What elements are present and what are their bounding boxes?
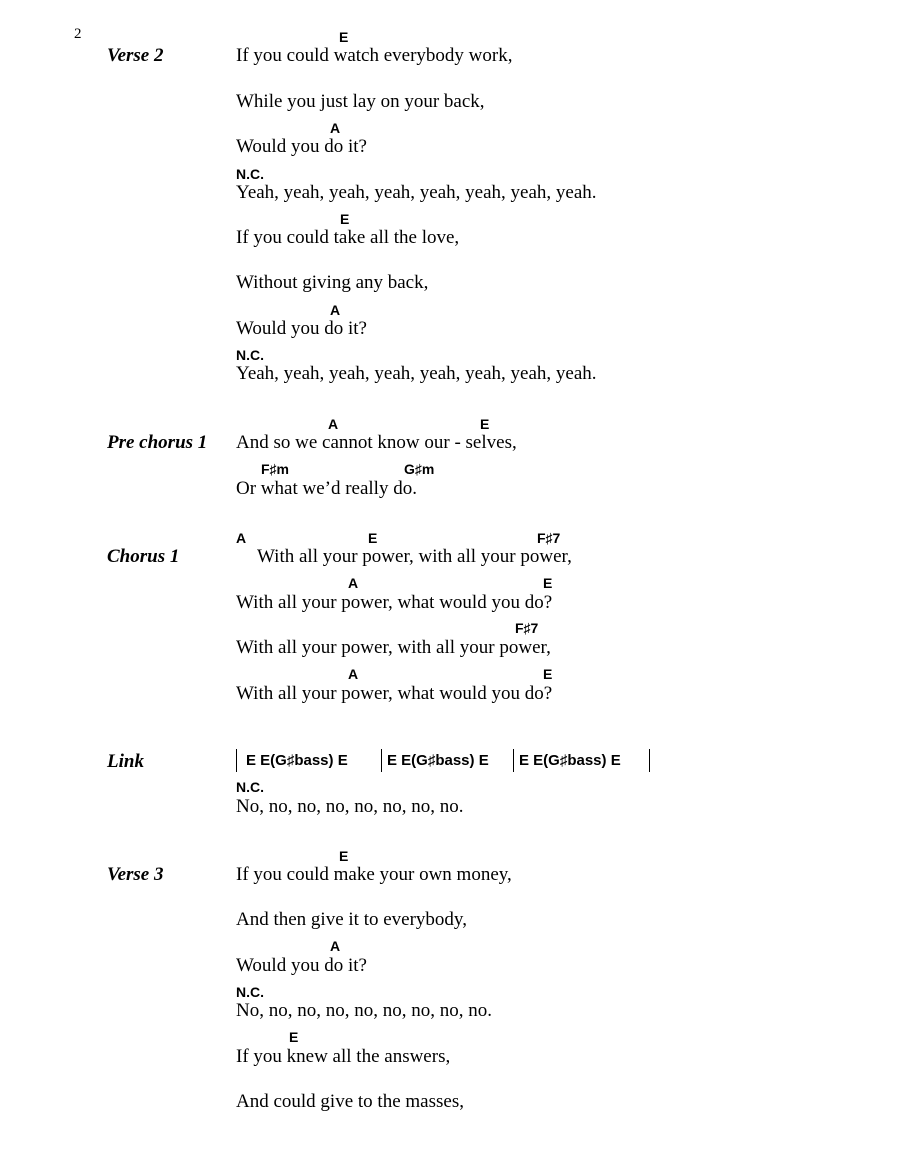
lyric-line: Yeah, yeah, yeah, yeah, yeah, yeah, yeah, yeah. [236,182,597,203]
chord-no-chord: N.C. [236,166,264,182]
chord: E [368,530,378,546]
chord-no-chord: N.C. [236,347,264,363]
chord: A [330,938,341,954]
lyric-line: If you knew all the answers, [236,1046,451,1067]
chord: G♯m [404,461,435,477]
chord: A [236,530,247,546]
chord: F♯7 [537,530,561,546]
chord: A [348,666,359,682]
lyric-line: Would you do it? [236,136,367,157]
chord: F♯m [261,461,289,477]
lyric-line: With all your power, what would you do? [236,592,553,613]
barline [381,749,382,772]
chord: A [328,416,339,432]
lyric-line: If you could watch everybody work, [236,45,513,66]
chord: A [348,575,359,591]
lyric-line: With all your power, with all your power, [257,546,572,567]
section-label-link: Link [107,751,144,772]
chord: E [543,575,553,591]
lyric-line: And could give to the masses, [236,1091,464,1112]
chord: E [339,29,349,45]
lyric-line: No, no, no, no, no, no, no, no, no. [236,1000,492,1021]
lyric-line: Would you do it? [236,318,367,339]
lyric-line: If you could take all the love, [236,227,460,248]
chord-no-chord: N.C. [236,984,264,1000]
link-bar-3: E E(G♯bass) E [519,752,621,769]
chord: E [543,666,553,682]
chord: E [480,416,490,432]
lyric-line: No, no, no, no, no, no, no, no. [236,796,464,817]
page-number: 2 [74,26,82,42]
link-bar-2: E E(G♯bass) E [387,752,489,769]
section-label-verse-2: Verse 2 [107,45,164,66]
barline [236,749,237,772]
chord: E [289,1029,299,1045]
lyric-line: If you could make your own money, [236,864,512,885]
chord: A [330,120,341,136]
chord: F♯7 [515,620,539,636]
barline [649,749,650,772]
section-label-chorus-1: Chorus 1 [107,546,180,567]
lyric-line: And so we cannot know our - selves, [236,432,517,453]
section-label-verse-3: Verse 3 [107,864,164,885]
lyric-line: Would you do it? [236,955,367,976]
lyric-line: With all your power, what would you do? [236,683,553,704]
chord-no-chord: N.C. [236,779,264,795]
lyric-line: With all your power, with all your power, [236,637,551,658]
lyric-line: Or what we’d really do. [236,478,417,499]
link-bar-1: E E(G♯bass) E [246,752,348,769]
lyric-line: While you just lay on your back, [236,91,485,112]
lyric-line: And then give it to everybody, [236,909,467,930]
chord: E [340,211,350,227]
chord: A [330,302,341,318]
barline [513,749,514,772]
chord: E [339,848,349,864]
section-label-pre-chorus-1: Pre chorus 1 [107,432,208,453]
lyric-line: Without giving any back, [236,272,429,293]
lyric-line: Yeah, yeah, yeah, yeah, yeah, yeah, yeah, yeah. [236,363,597,384]
